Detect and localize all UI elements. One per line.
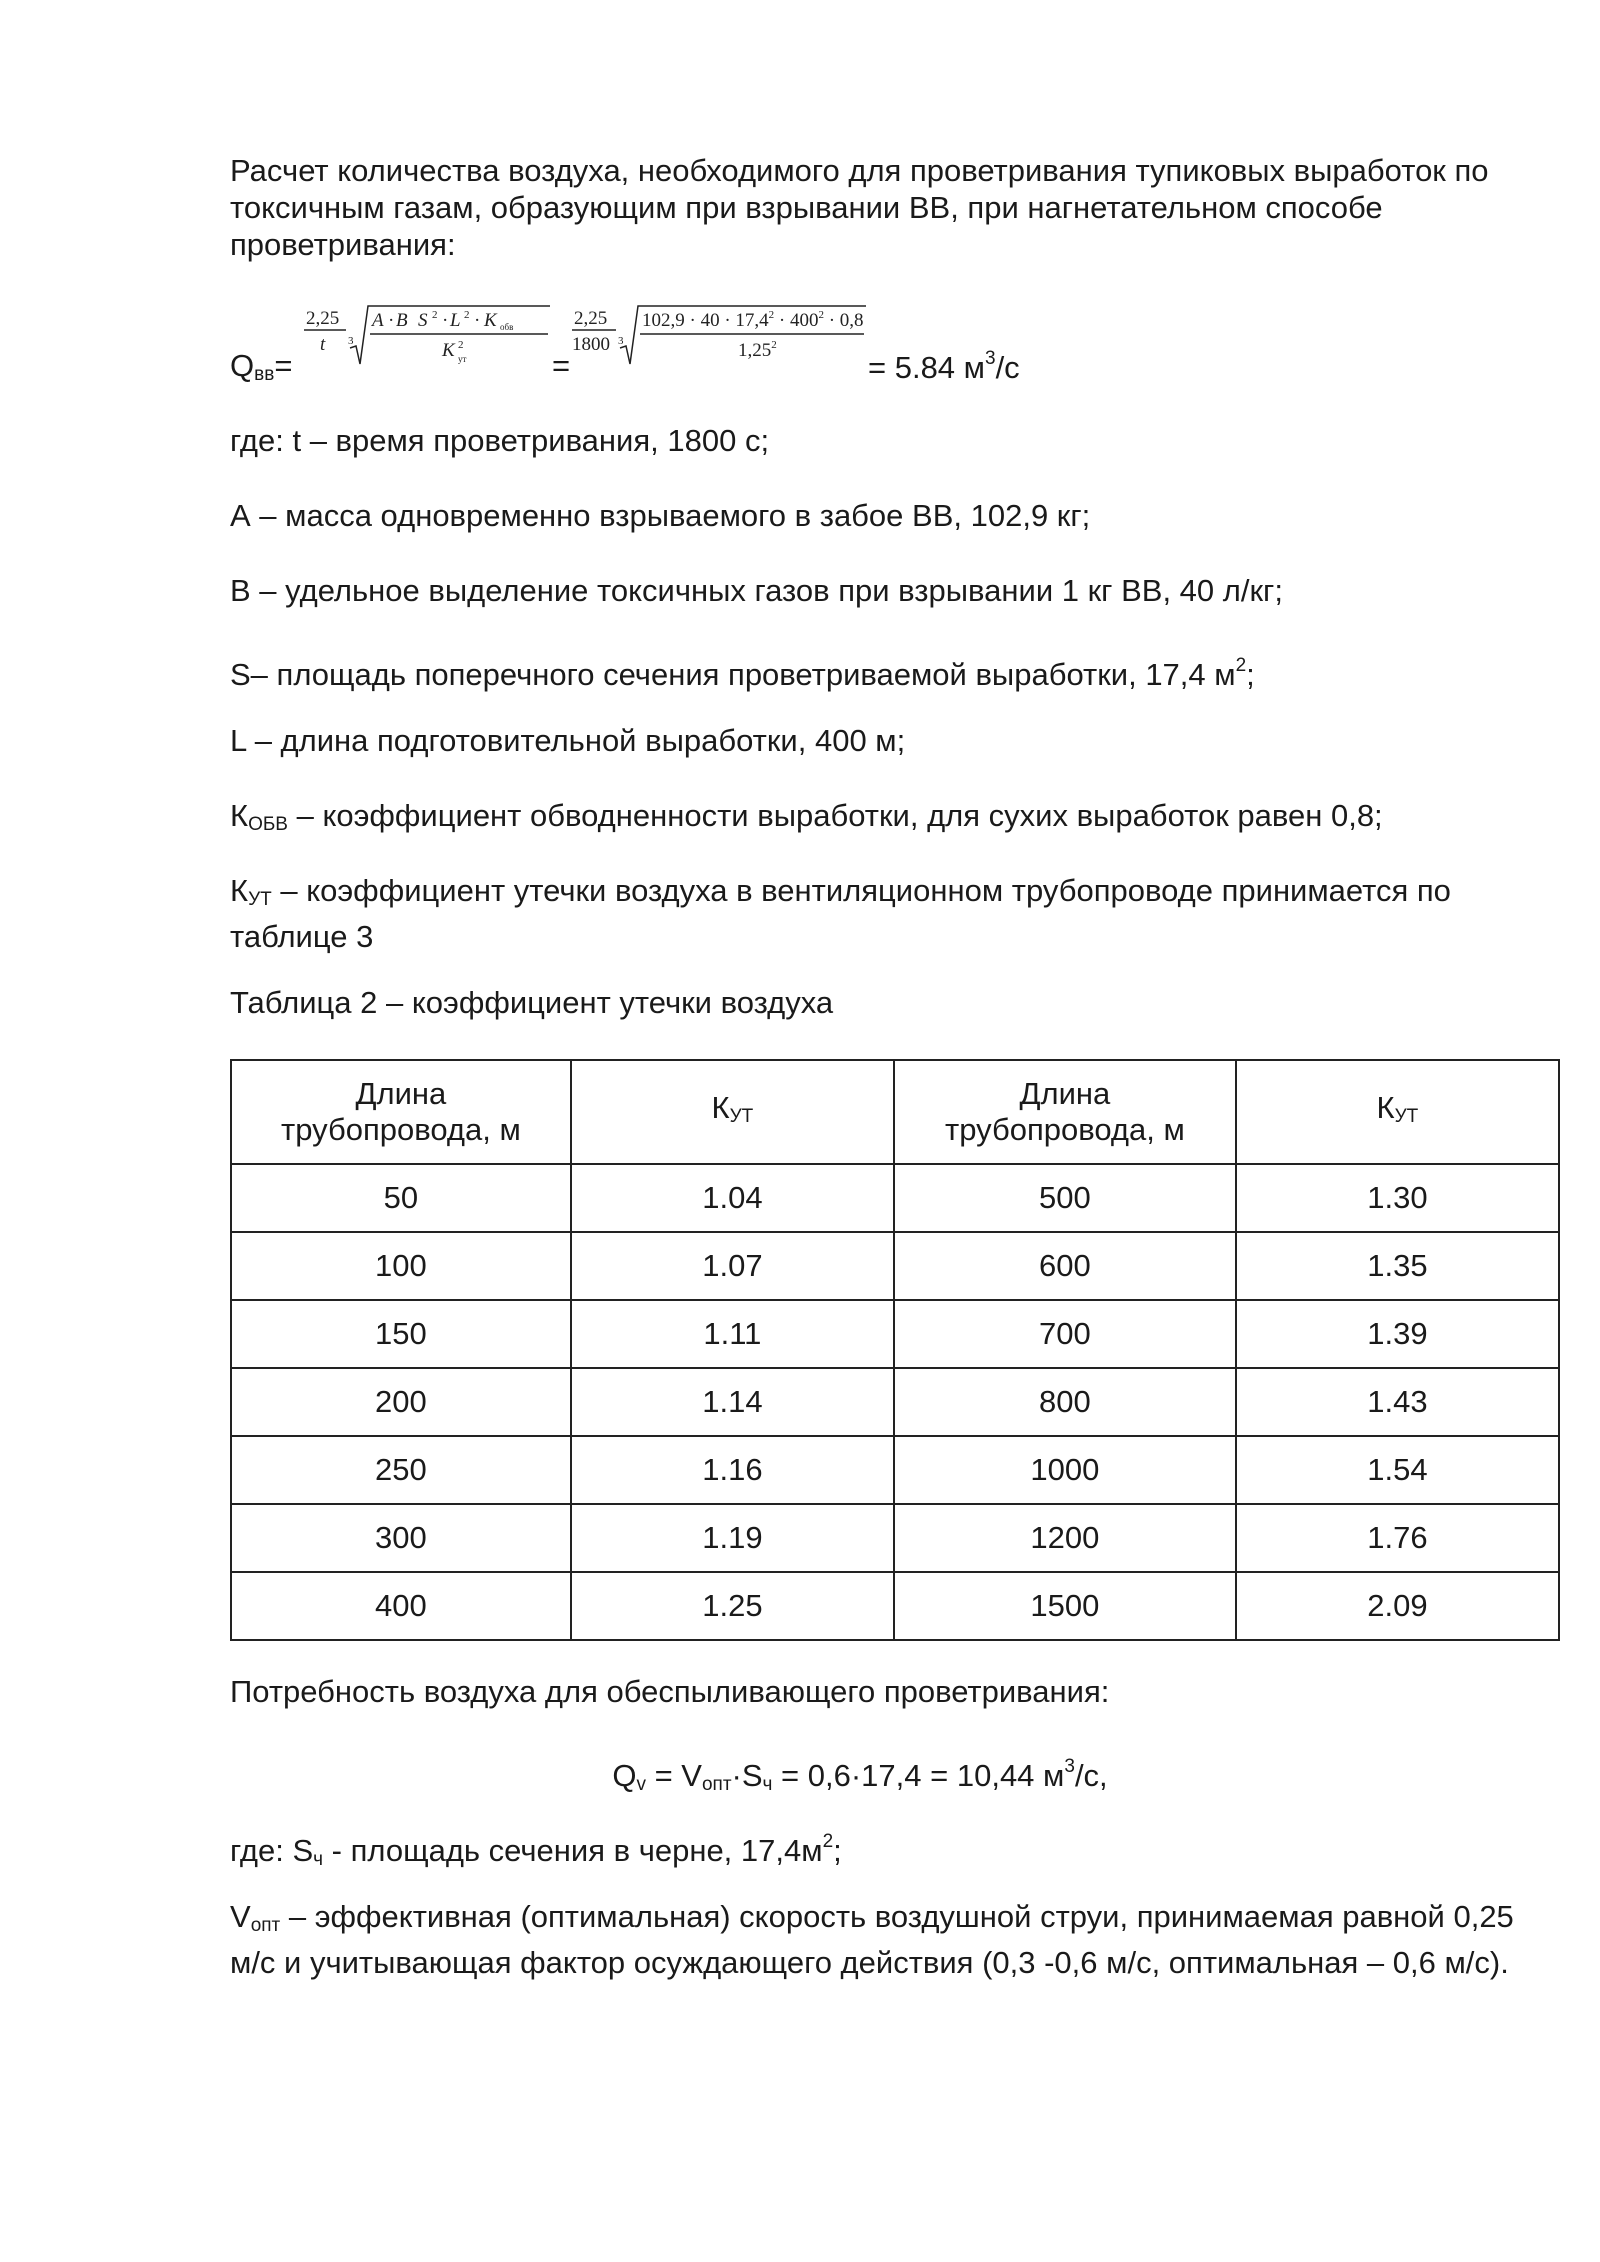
def-b: В – удельное выделение токсичных газов при взрывании 1 кг ВВ, 40 л/кг; <box>230 573 1283 608</box>
svg-text:A: A <box>372 310 384 331</box>
table-cell: 1200 <box>894 1504 1236 1572</box>
table-header-row <box>231 1060 1559 1164</box>
svg-text:S: S <box>418 310 428 331</box>
table-cell: 1.14 <box>571 1368 894 1436</box>
table-cell: 1.76 <box>1236 1504 1559 1572</box>
svg-text:2,25: 2,25 <box>574 308 608 329</box>
svg-text:·: · <box>474 310 481 331</box>
svg-text:3: 3 <box>348 335 354 347</box>
table-cell: 500 <box>894 1164 1236 1232</box>
table-cell: 700 <box>894 1300 1236 1368</box>
table-caption: Таблица 2 – коэффициент утечки воздуха <box>230 985 834 1020</box>
toxic-gas-formula <box>230 300 1130 390</box>
table-cell: 1.54 <box>1236 1436 1559 1504</box>
radicand-numerator: $102,9 \cdot 40 \cdot 17,4^2 \cdot 400^2 \cdot 0,8$ <box>642 309 864 331</box>
dust-vopt: $V_{опт}$ – эффективная (оптимальная) скорость воздушной струи, принимаемая равной 0,25 м/с и учитывающая фактор осуждающего действия (0,3 -0,6 м/с, оптимальная – 0,6 м/с). <box>230 1899 1514 1980</box>
coef-denominator: t <box>320 334 326 355</box>
leakage-table <box>230 1059 1560 1641</box>
table-row <box>231 1368 1559 1436</box>
table-cell: 100 <box>231 1232 571 1300</box>
def-l: L – длина подготовительной выработки, 400 м; <box>230 723 906 758</box>
table-row <box>231 1232 1559 1300</box>
header-length-1: Длина трубопровода, м <box>231 1060 571 1164</box>
svg-text:2: 2 <box>432 309 438 321</box>
header-length-2: Длина трубопровода, м <box>894 1060 1236 1164</box>
table-cell: 1.19 <box>571 1504 894 1572</box>
svg-text:K: K <box>484 310 497 331</box>
table-cell: 1.11 <box>571 1300 894 1368</box>
dust-where: где: $S_ч$ - площадь сечения в черне, $17,4м^2$; <box>230 1831 842 1870</box>
svg-text:2: 2 <box>464 309 470 321</box>
intro-paragraph: Расчет количества воздуха, необходимого для проветривания тупиковых выработок по токсичным газам, образующим при взрывании ВВ, при нагнетательном способе проветривания: <box>230 153 1489 262</box>
svg-text:1800: 1800 <box>572 334 610 355</box>
svg-text:3: 3 <box>618 335 624 347</box>
svg-text:B: B <box>396 310 408 331</box>
dust-intro: Потребность воздуха для обеспыливающего проветривания: <box>230 1674 1110 1709</box>
table-cell: 800 <box>894 1368 1236 1436</box>
formula-q-label: $Q_{вв}=$ <box>230 348 293 385</box>
table-row <box>231 1300 1559 1368</box>
numeric-formula <box>572 300 868 370</box>
dust-formula: $Q_v = V_{опт}\cdot S_ч = 0,6\cdot 17,4 = 10,44$ $м^3/с$, <box>612 1756 1108 1795</box>
table-cell: 150 <box>231 1300 571 1368</box>
table-cell: 200 <box>231 1368 571 1436</box>
table-row <box>231 1164 1559 1232</box>
formula-equals: = <box>552 348 571 383</box>
table-row <box>231 1572 1559 1640</box>
header-kut-1: $К_{УТ}$ <box>571 1060 894 1164</box>
table-cell: 2.09 <box>1236 1572 1559 1640</box>
svg-text:·: · <box>388 310 395 331</box>
table-row <box>231 1504 1559 1572</box>
def-kobv: $К_{ОБВ}$ – коэффициент обводненности выработки, для сухих выработок равен 0,8; <box>230 798 1383 835</box>
formula-result: = 5.84 $м^3/с$ <box>868 348 1020 385</box>
table-cell: 1.30 <box>1236 1164 1559 1232</box>
svg-text:2: 2 <box>458 339 464 351</box>
table-row <box>231 1436 1559 1504</box>
table-cell: 1.25 <box>571 1572 894 1640</box>
table-cell: 1.07 <box>571 1232 894 1300</box>
table-cell: 400 <box>231 1572 571 1640</box>
def-kut: $К_{УТ}$ – коэффициент утечки воздуха в вентиляционном трубопроводе принимается по таблице 3 <box>230 873 1451 954</box>
svg-text:·: · <box>442 310 449 331</box>
svg-text:K: K <box>442 340 455 361</box>
table-cell: 1000 <box>894 1436 1236 1504</box>
def-a: А – масса одновременно взрываемого в забое ВВ, 102,9 кг; <box>230 498 1091 533</box>
table-cell: 1.43 <box>1236 1368 1559 1436</box>
header-kut-2: $К_{УТ}$ <box>1236 1060 1559 1164</box>
def-t: где: t – время проветривания, 1800 с; <box>230 423 770 458</box>
table-cell: 1500 <box>894 1572 1236 1640</box>
table-cell: 250 <box>231 1436 571 1504</box>
svg-text:обв: обв <box>500 322 514 332</box>
svg-text:L: L <box>450 310 461 331</box>
table-cell: 300 <box>231 1504 571 1572</box>
table-cell: 1.39 <box>1236 1300 1559 1368</box>
table-cell: 600 <box>894 1232 1236 1300</box>
table-cell: 1.35 <box>1236 1232 1559 1300</box>
coef-numerator: 2,25 <box>306 308 340 329</box>
symbolic-formula <box>302 300 552 370</box>
svg-text:ут: ут <box>458 354 467 364</box>
table-cell: 1.16 <box>571 1436 894 1504</box>
def-s: S– площадь поперечного сечения проветриваемой выработки, 17,4 $м^2$; <box>230 655 1255 692</box>
radicand-denominator: 1,25$^2$ <box>738 339 777 361</box>
table-cell: 50 <box>231 1164 571 1232</box>
table-cell: 1.04 <box>571 1164 894 1232</box>
